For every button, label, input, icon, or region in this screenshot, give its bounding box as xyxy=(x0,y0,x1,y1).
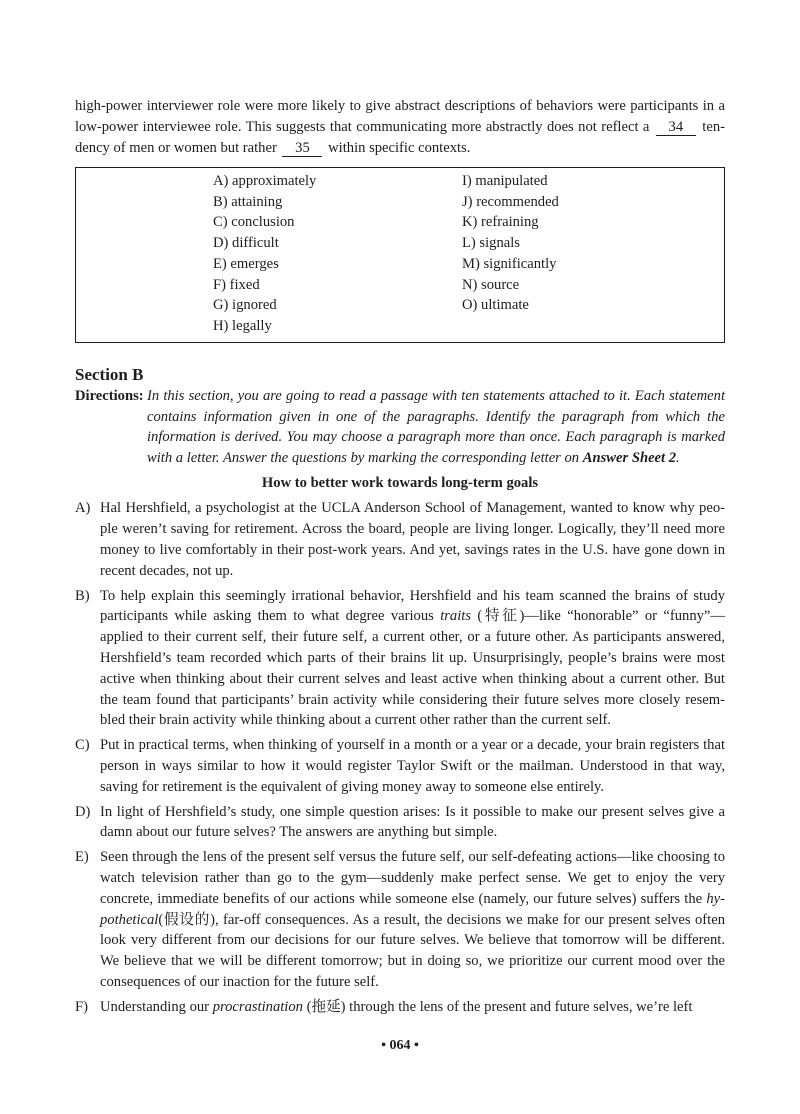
paragraph-label: F) xyxy=(75,998,88,1015)
word-option: M) significantly xyxy=(462,255,557,272)
paragraph-label: C) xyxy=(75,737,90,754)
intro-paragraph: high-power interviewer role were more likely to give abstract descriptions of behaviors were participants in a low-power interviewee role. This suggests that communicating more abstractly does not reflect a 34 tendency of men or women but rather 35 within specific contexts. xyxy=(75,98,725,156)
word-option: F) fixed xyxy=(213,276,260,293)
paragraph-label: D) xyxy=(75,803,91,820)
answer-sheet-ref: Answer Sheet 2 xyxy=(582,449,677,466)
directions xyxy=(75,386,725,468)
word-option: G) ignored xyxy=(213,297,277,314)
word-option: C) conclusion xyxy=(213,214,295,231)
paragraph-e: E) Seen through the lens of the present self versus the future self, our self-defeating actions—like choosing to watch television rather than go to the gym—suddenly make perfect sense. We get to enjoy the very concrete, immediate benefits of our actions while someone else (namely, our future selves) suffers the hypothetical(假设的), far-off consequences. As a result, the decisions we make for our present selves often look very different from our decisions for our future selves. We believe that tomorrow will be different. We believe that we will be different tomorrow; but in doing so, we prioritize our current mood over the consequences of our inaction for the future self. xyxy=(75,849,725,990)
section-b-title: Section B xyxy=(75,365,144,384)
paragraph-c: C) Put in practical terms, when thinking of yourself in a month or a year or a decade, your brain registers that person in ways similar to how it would register Taylor Swift or the mailman. Understood in that way, saving for retirement is the equivalent of giving money away to someone else entirely. xyxy=(75,737,725,795)
italic-term: traits xyxy=(440,608,472,625)
page-number: • 064 • xyxy=(381,1038,419,1053)
word-option: J) recommended xyxy=(462,193,559,210)
directions-label: Directions: xyxy=(75,388,144,404)
word-bank-right-column xyxy=(462,171,559,316)
word-option: A) approximately xyxy=(213,173,317,189)
paragraph-a: A) Hal Hershfield, a psychologist at the UCLA Anderson School of Management, wanted to know why people weren’t saving for retirement. Across the board, people are living longer. Logically, they’ll need more money to live comfortably in their post-work years. And yet, savings rates in the U.S. have gone down in recent decades, not up. xyxy=(75,500,725,579)
word-option: B) attaining xyxy=(213,193,283,210)
italic-term: hypothetical xyxy=(100,890,725,928)
word-option: L) signals xyxy=(462,235,520,252)
word-option: D) difficult xyxy=(213,235,279,252)
paragraph-b: B) To help explain this seemingly irrational behavior, Hershfield and his team scanned the brains of study participants while asking them to what degree various traits (特征)—like “honorable” or “funny”—applied to their current self, their future self, a current other, or a future other. As participants answered, Hershfield’s team recorded which parts of their brains lit up. Unsurprisingly, people’s brains were most active when thinking about their current selves and least active when thinking about a current other. But the team found that participants’ brain activity while considering their future selves more closely resembled their brain activity while thinking about a current other rather than the current self. xyxy=(75,587,725,729)
paragraph-d: D) In light of Hershfield’s study, one simple question arises: Is it possible to make our present selves give a damn about our future selves? The answers are anything but simple. xyxy=(75,803,725,841)
word-bank-box xyxy=(75,167,725,343)
word-option: I) manipulated xyxy=(462,173,548,189)
word-option: O) ultimate xyxy=(462,297,529,314)
word-option: K) refraining xyxy=(462,214,539,231)
blank-34[interactable]: 34 xyxy=(656,120,696,136)
passage-title: How to better work towards long-term goals xyxy=(261,475,539,492)
paragraph-label: A) xyxy=(75,500,91,517)
paragraph-label: E) xyxy=(75,849,89,866)
word-option: N) source xyxy=(462,276,520,293)
word-option: E) emerges xyxy=(213,255,279,272)
paragraph-f: F) Understanding our procrastination (拖延) through the lens of the present and future selves, we’re left xyxy=(75,997,725,1018)
italic-term: procrastination xyxy=(212,998,303,1015)
word-bank-left-column xyxy=(213,171,316,337)
page-content xyxy=(75,96,725,1018)
paragraph-label: B) xyxy=(75,587,90,604)
word-option: H) legally xyxy=(213,317,272,334)
blank-35[interactable]: 35 xyxy=(282,141,322,157)
directions-text: In this section, you are going to read a passage with ten statements attached to it. Each statement contains information given in one of the paragraphs. Identify the paragraph from which the information is derived. You may choose a paragraph more than once. Each paragraph is marked with a letter. Answer the questions by marking the corresponding letter on Answer Sheet 2. xyxy=(147,388,725,466)
